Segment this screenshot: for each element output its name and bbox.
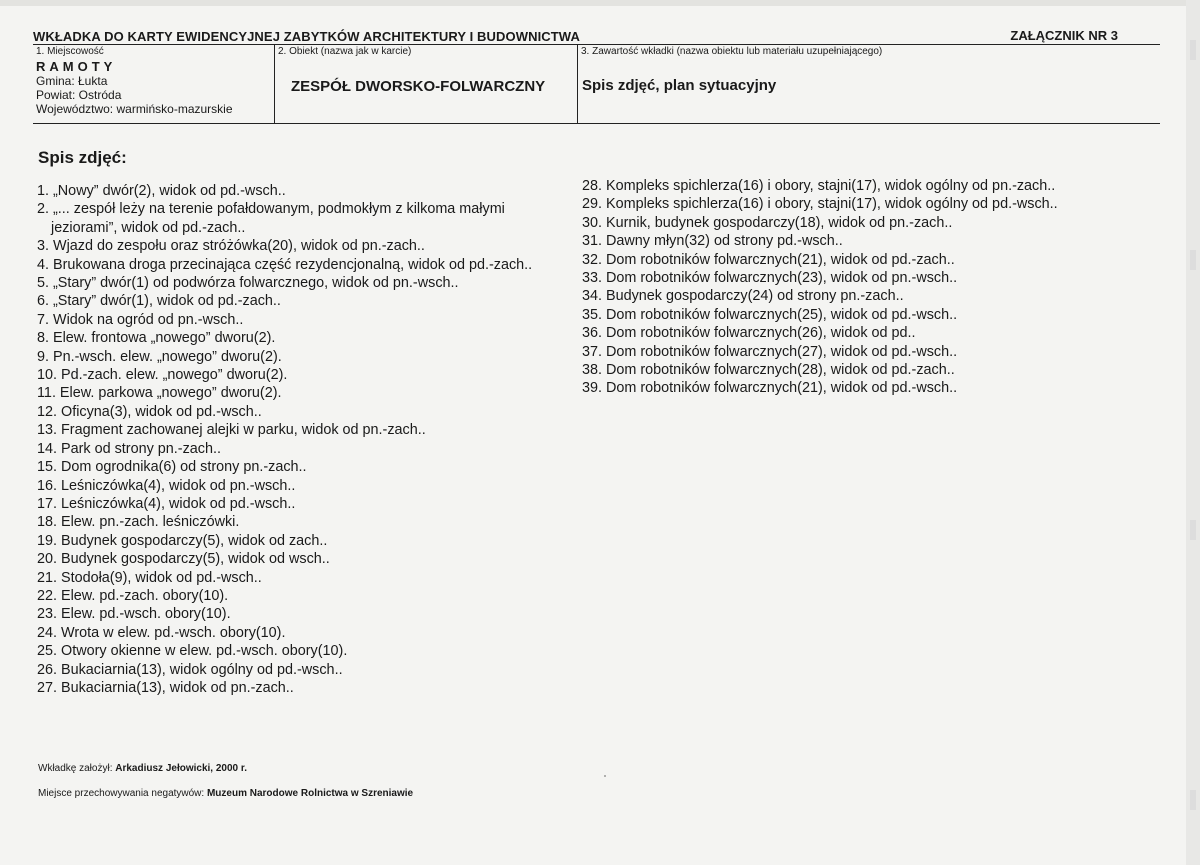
object-label: 2. Obiekt (nazwa jak w karcie) <box>278 46 412 57</box>
photo-list-item: 28. Kompleks spichlerza(16) i obory, stajni(17), widok ogólny od pn.-zach.. <box>582 178 1056 194</box>
photo-list-item: 2. „... zespół leży na terenie pofałdowanym, podmokłym z kilkoma małymi jeziorami”, widok od pd.-zach.. <box>37 201 505 236</box>
photo-list-item: 13. Fragment zachowanej alejki w parku, widok od pn.-zach.. <box>37 422 426 439</box>
photo-list-item: 12. Oficyna(3), widok od pd.-wsch.. <box>37 403 262 420</box>
content-label: 3. Zawartość wkładki (nazwa obiektu lub materiału uzupełniającego) <box>581 46 883 57</box>
scan-mark <box>1190 40 1196 60</box>
photo-list-item: 15. Dom ogrodnika(6) od strony pn.-zach.. <box>37 459 307 476</box>
photo-list-item: 35. Dom robotników folwarcznych(25), widok od pd.-wsch.. <box>582 306 958 323</box>
photo-list-left <box>37 182 557 697</box>
scan-edge-right <box>1186 0 1200 865</box>
photo-list-item: 34. Budynek gospodarczy(24) od strony pn.-zach.. <box>582 288 904 305</box>
content-field <box>577 45 1160 123</box>
photo-list-item: 4. Brukowana droga przecinająca część rezydencjonalną, widok od pd.-zach.. <box>37 256 533 273</box>
photo-list-item: 6. „Stary” dwór(1), widok od pd.-zach.. <box>37 293 281 310</box>
photo-list-item: 5. „Stary” dwór(1) od podwórza folwarcznego, widok od pn.-wsch.. <box>37 275 459 292</box>
photo-list-item: 22. Elew. pd.-zach. obory(10). <box>37 587 229 604</box>
powiat-line: Powiat: Ostróda <box>36 88 122 102</box>
storage-value: Muzeum Narodowe Rolnictwa w Szreniawie <box>206 788 414 799</box>
photo-list-item: 32. Dom robotników folwarcznych(21), widok od pd.-zach.. <box>582 251 955 268</box>
object-name: ZESPÓŁ DWORSKO-FOLWARCZNY <box>291 78 546 95</box>
storage-label: Miejsce przechowywania negatywów: <box>38 788 205 799</box>
photo-list-item: 16. Leśniczówka(4), widok od pn.-wsch.. <box>37 477 296 494</box>
photo-list-item: 17. Leśniczówka(4), widok od pd.-wsch.. <box>37 495 296 512</box>
photo-list-item: 33. Dom robotników folwarcznych(23), widok od pn.-wsch.. <box>582 270 958 287</box>
photo-list-item: 29. Kompleks spichlerza(16) i obory, stajni(17), widok ogólny od pd.-wsch.. <box>582 196 1058 213</box>
content-name: Spis zdjęć, plan sytuacyjny <box>582 77 777 94</box>
scan-mark <box>1190 790 1196 810</box>
photo-list-item: 21. Stodoła(9), widok od pd.-wsch.. <box>37 569 262 586</box>
photo-list-item: 7. Widok na ogród od pn.-wsch.. <box>37 311 244 328</box>
locality-name: RAMOTY <box>36 59 117 74</box>
scan-edge-top <box>0 0 1200 6</box>
author-value: Arkadiusz Jełowicki, 2000 r. <box>115 763 247 774</box>
photo-list-item: 36. Dom robotników folwarcznych(26), widok od pd.. <box>582 325 916 342</box>
photo-list-item: 27. Bukaciarnia(13), widok od pn.-zach.. <box>37 679 294 696</box>
author-label: Wkładkę założył: <box>38 763 113 774</box>
object-field <box>274 45 577 123</box>
photo-list-item: 20. Budynek gospodarczy(5), widok od wsch.. <box>37 551 330 568</box>
annex-number: ZAŁĄCZNIK NR 3 <box>1010 28 1118 43</box>
photo-list-item: 8. Elew. frontowa „nowego” dworu(2). <box>37 330 276 347</box>
document-title: WKŁADKA DO KARTY EWIDENCYJNEJ ZABYTKÓW ARCHITEKTURY I BUDOWNICTWA <box>33 29 580 44</box>
photo-list-item: 37. Dom robotników folwarcznych(27), widok od pd.-wsch.. <box>582 343 958 360</box>
photo-list-item: 31. Dawny młyn(32) od strony pd.-wsch.. <box>582 233 843 250</box>
photo-list-item: 39. Dom robotników folwarcznych(21), widok od pd.-wsch.. <box>582 380 958 397</box>
photo-list-item: 18. Elew. pn.-zach. leśniczówki. <box>37 514 240 531</box>
photo-list-item: 3. Wjazd do zespołu oraz stróżówka(20), widok od pn.-zach.. <box>37 238 425 255</box>
wojewodztwo-line: Województwo: warmińsko-mazurskie <box>36 102 233 116</box>
scan-mark <box>1190 520 1196 540</box>
photo-list-item: 19. Budynek gospodarczy(5), widok od zach.. <box>37 532 328 549</box>
locality-label: 1. Miejscowość <box>36 46 104 57</box>
gmina-line: Gmina: Łukta <box>36 74 108 88</box>
photo-list-item: 24. Wrota w elew. pd.-wsch. obory(10). <box>37 624 286 641</box>
author-line <box>38 763 247 774</box>
photo-list-item: 23. Elew. pd.-wsch. obory(10). <box>37 606 231 623</box>
photo-list-title: Spis zdjęć: <box>38 148 127 167</box>
photo-list-item: 14. Park od strony pn.-zach.. <box>37 440 221 457</box>
photo-list-item: 26. Bukaciarnia(13), widok ogólny od pd.-wsch.. <box>37 661 343 678</box>
photo-list-item: 38. Dom robotników folwarcznych(28), widok od pd.-zach.. <box>582 362 955 379</box>
photo-list-item: 10. Pd.-zach. elew. „nowego” dworu(2). <box>37 367 288 384</box>
locality-field <box>33 45 274 123</box>
scan-mark <box>1190 250 1196 270</box>
storage-line <box>38 788 413 799</box>
photo-list-item: 9. Pn.-wsch. elew. „nowego” dworu(2). <box>37 348 282 365</box>
photo-list-item: 11. Elew. parkowa „nowego” dworu(2). <box>37 385 282 402</box>
photo-list-item: 25. Otwory okienne w elew. pd.-wsch. obory(10). <box>37 643 348 660</box>
scan-speck <box>604 775 606 777</box>
photo-list-item: 30. Kurnik, budynek gospodarczy(18), widok od pn.-zach.. <box>582 214 953 231</box>
photo-list-item: 1. „Nowy” dwór(2), widok od pd.-wsch.. <box>37 183 286 199</box>
fields-bottom-rule <box>33 123 1160 124</box>
photo-list-right <box>582 177 1142 398</box>
